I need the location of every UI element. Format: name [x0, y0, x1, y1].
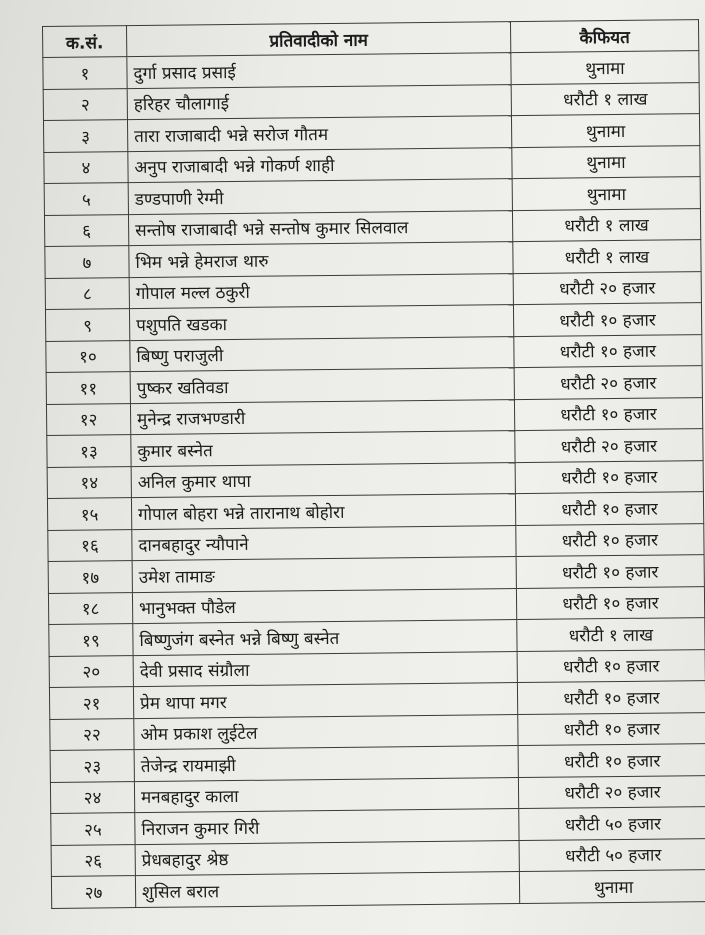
- defendant-name-cell: अनुप राजाबादी भन्ने गोकर्ण शाही: [128, 147, 512, 183]
- defendant-name-cell: गोपाल मल्ल ठकुरी: [129, 273, 513, 309]
- serial-number-cell: १०: [46, 340, 130, 372]
- serial-number-cell: २५: [51, 813, 135, 845]
- serial-number-cell: ८: [45, 277, 129, 309]
- defendant-name-cell: शुसिल बराल: [135, 872, 519, 908]
- remark-cell: धरौटी २० हजार: [513, 271, 701, 304]
- remark-cell: थुनामा: [512, 145, 700, 178]
- remark-cell: धरौटी १० हजार: [514, 397, 702, 430]
- serial-number-cell: ७: [45, 246, 129, 278]
- serial-number-cell: १६: [48, 529, 132, 561]
- serial-number-cell: २०: [49, 655, 133, 687]
- defendant-name-header: प्रतिवादीको नाम: [127, 22, 511, 57]
- remark-cell: धरौटी ५० हजार: [519, 838, 705, 871]
- serial-number-cell: ५: [44, 183, 128, 215]
- remarks-header: कैफियत: [510, 20, 698, 53]
- remark-cell: धरौटी १० हजार: [518, 744, 705, 777]
- remark-cell: धरौटी १० हजार: [514, 334, 702, 367]
- serial-number-cell: ६: [44, 214, 128, 246]
- defendant-name-cell: कुमार बस्नेत: [131, 431, 515, 467]
- remark-cell: थुनामा: [511, 51, 699, 84]
- remark-cell: धरौटी २० हजार: [514, 366, 702, 399]
- remark-cell: धरौटी १० हजार: [515, 460, 703, 493]
- remark-cell: धरौटी १ लाख: [513, 240, 701, 273]
- remark-cell: धरौटी १० हजार: [517, 681, 705, 714]
- defendant-name-cell: पशुपति खडका: [129, 305, 513, 341]
- defendant-name-cell: देवी प्रसाद संग्रौला: [133, 651, 517, 687]
- table-body: [43, 51, 705, 908]
- defendant-name-cell: ओम प्रकाश लुईटेल: [134, 714, 518, 750]
- defendant-name-cell: तेजेन्द्र रायमाझी: [134, 746, 518, 782]
- remark-cell: थुनामा: [519, 870, 705, 903]
- defendant-name-cell: तारा राजाबादी भन्ने सरोज गौतम: [127, 116, 511, 152]
- serial-number-cell: ४: [44, 151, 128, 183]
- serial-number-cell: २७: [51, 876, 135, 908]
- remark-cell: धरौटी १० हजार: [516, 523, 704, 556]
- remark-cell: धरौटी १ लाख: [517, 618, 705, 651]
- remark-cell: धरौटी १० हजार: [515, 492, 703, 525]
- serial-number-cell: ३: [43, 120, 127, 152]
- serial-number-cell: ११: [46, 372, 130, 404]
- remark-cell: थुनामा: [512, 177, 700, 210]
- serial-number-cell: २२: [50, 718, 134, 750]
- remark-cell: धरौटी १ लाख: [512, 208, 700, 241]
- serial-number-cell: २४: [50, 781, 134, 813]
- serial-number-cell: १२: [46, 403, 130, 435]
- defendant-name-cell: भानुभक्त पौडेल: [132, 588, 516, 624]
- defendant-name-cell: भिम भन्ने हेमराज थारु: [129, 242, 513, 278]
- serial-number-header: क.सं.: [43, 26, 127, 58]
- serial-number-cell: २१: [49, 687, 133, 719]
- defendant-name-cell: प्रेधबहादुर श्रेष्ठ: [135, 840, 519, 876]
- remark-cell: धरौटी १० हजार: [513, 303, 701, 336]
- serial-number-cell: २३: [50, 750, 134, 782]
- remark-cell: धरौटी १० हजार: [516, 586, 704, 619]
- remark-cell: धरौटी १ लाख: [511, 82, 699, 115]
- defendant-name-cell: पुष्कर खतिवडा: [130, 368, 514, 404]
- table-row: [51, 870, 705, 908]
- remark-cell: धरौटी १० हजार: [517, 649, 705, 682]
- remark-cell: धरौटी २० हजार: [518, 775, 705, 808]
- defendant-name-cell: मुनेन्द्र राजभण्डारी: [130, 399, 514, 435]
- defendant-name-cell: सन्तोष राजाबादी भन्ने सन्तोष कुमार सिलवाल: [128, 210, 512, 246]
- serial-number-cell: १८: [48, 592, 132, 624]
- remark-cell: थुनामा: [511, 114, 699, 147]
- remark-cell: धरौटी २० हजार: [515, 429, 703, 462]
- serial-number-cell: १३: [47, 435, 131, 467]
- remark-cell: धरौटी ५० हजार: [519, 807, 705, 840]
- remark-cell: धरौटी १० हजार: [516, 555, 704, 588]
- defendant-name-cell: निराजन कुमार गिरी: [135, 809, 519, 845]
- defendant-name-cell: अनिल कुमार थापा: [131, 462, 515, 498]
- serial-number-cell: १७: [48, 561, 132, 593]
- serial-number-cell: १४: [47, 466, 131, 498]
- defendant-name-cell: प्रेम थापा मगर: [133, 683, 517, 719]
- defendant-name-cell: दुर्गा प्रसाद प्रसाई: [127, 53, 511, 89]
- serial-number-cell: १५: [47, 498, 131, 530]
- serial-number-cell: १: [43, 57, 127, 89]
- serial-number-cell: २: [43, 88, 127, 120]
- defendant-name-cell: गोपाल बोहरा भन्ने तारानाथ बोहोरा: [131, 494, 515, 530]
- defendant-name-cell: बिष्णुजंग बस्नेत भन्ने बिष्णु बस्नेत: [133, 620, 517, 656]
- defendant-name-cell: बिष्णु पराजुली: [130, 336, 514, 372]
- defendant-name-cell: डण्डपाणी रेग्मी: [128, 179, 512, 215]
- defendants-table: [42, 19, 705, 908]
- serial-number-cell: १९: [49, 624, 133, 656]
- remark-cell: धरौटी १० हजार: [518, 712, 705, 745]
- defendant-name-cell: दानबहादुर न्यौपाने: [132, 525, 516, 561]
- serial-number-cell: २६: [51, 844, 135, 876]
- defendant-name-cell: हरिहर चौलागाई: [127, 84, 511, 120]
- defendant-name-cell: उमेश तामाङ: [132, 557, 516, 593]
- defendant-name-cell: मनबहादुर काला: [134, 777, 518, 813]
- serial-number-cell: ९: [45, 309, 129, 341]
